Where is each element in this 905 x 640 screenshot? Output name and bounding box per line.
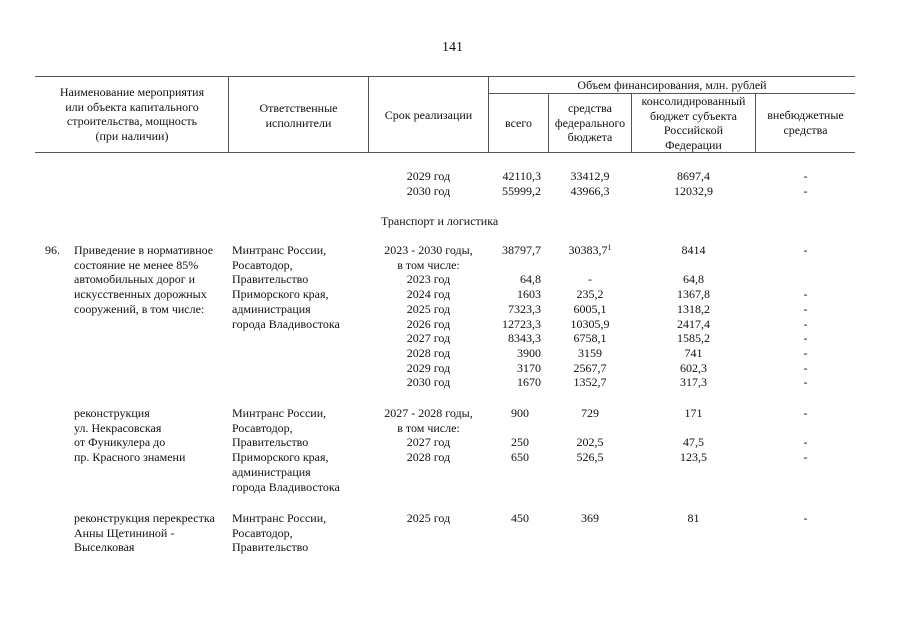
table-cell: - <box>803 183 808 198</box>
entry-federal: 729 202,5 526,5 <box>576 406 604 465</box>
entry-periods: 2025 год <box>406 511 451 525</box>
header-top-rule <box>35 76 855 77</box>
top-extra <box>756 169 855 198</box>
top-periods <box>369 169 488 198</box>
entry-regional: 171 47,5 123,5 <box>680 406 707 465</box>
entry-federal: 30383,7$^1$ - 235,2 6005,1 10305,9 6758,1 3159 2567,7 1352,7 <box>568 243 612 390</box>
entry-extra: - - - <box>803 406 808 465</box>
entry-extra: - - - - - - - - <box>803 243 808 390</box>
header-name: Наименование мероприятия или объекта капитального строительства, мощность (при наличии) <box>59 85 205 143</box>
entry-regional: 81 <box>687 511 700 525</box>
entry-number: 96. <box>45 243 60 257</box>
entry-periods: 2023 - 2030 годы, в том числе: 2023 год 2024 год 2025 год 2026 год 2027 год 2028 год 2029 год 2030 год <box>384 243 473 390</box>
header-regional: консолидированный бюджет субъекта Российской Федерации <box>641 94 746 152</box>
entry-totals: 38797,7 64,8 1603 7323,3 12723,3 8343,3 3900 3170 1670 <box>502 243 541 390</box>
entry-extra: - <box>803 511 808 525</box>
top-federal <box>549 169 631 198</box>
entry-periods: 2027 - 2028 годы, в том числе: 2027 год 2028 год <box>384 406 473 465</box>
entry-regional: 8414 64,8 1367,8 1318,2 2417,4 1585,2 741 602,3 317,3 <box>677 243 710 390</box>
footnote-mark: 1 <box>607 243 612 252</box>
header-bottom-rule <box>35 152 855 153</box>
table-cell: 55999,2 <box>502 183 541 198</box>
entry-name: Приведение в нормативное состояние не менее 85% автомобильных дорог и искусственных дорожных сооружений, в том числе: <box>74 243 214 316</box>
table-cell: 2029 год <box>406 169 451 183</box>
header-executors: Ответственные исполнители <box>259 101 338 130</box>
entry-name: реконструкция ул. Некрасовская от Фуникулера до пр. Красного знамени <box>74 406 186 465</box>
entry-executors: Минтранс России, Росавтодор, Правительство Приморского края, администрация города Владивостока <box>232 243 340 331</box>
header-extra: внебюджетные средства <box>767 108 844 137</box>
entry-federal: 369 <box>581 511 599 525</box>
table-cell: 8697,4 <box>677 169 710 183</box>
table-cell: 12032,9 <box>674 183 713 198</box>
entry-executors: Минтранс России, Росавтодор, Правительство Приморского края, администрация города Владивостока <box>232 406 340 494</box>
top-regional <box>632 169 755 198</box>
page-number: 141 <box>442 40 463 55</box>
header-period: Срок реализации <box>384 108 473 122</box>
table-cell: 2030 год <box>406 183 451 198</box>
table-cell: 33412,9 <box>570 169 610 183</box>
table-cell: 42110,3 <box>502 169 541 183</box>
header-total: всего <box>504 116 533 130</box>
section-title: Транспорт и логистика <box>381 214 499 228</box>
entry-name: реконструкция перекрестка Анны Щетининой - Выселковая <box>74 511 215 555</box>
entry-totals: 450 <box>511 511 529 525</box>
table-cell: 43966,3 <box>570 183 610 198</box>
top-totals <box>489 169 541 198</box>
entry-executors: Минтранс России, Росавтодор, Правительство <box>232 511 327 555</box>
header-federal: средства федерального бюджета <box>554 101 626 144</box>
entry-totals: 900 250 650 <box>511 406 529 465</box>
table-cell: - <box>803 169 808 183</box>
header-funding: Объем финансирования, млн. рублей <box>577 78 767 92</box>
